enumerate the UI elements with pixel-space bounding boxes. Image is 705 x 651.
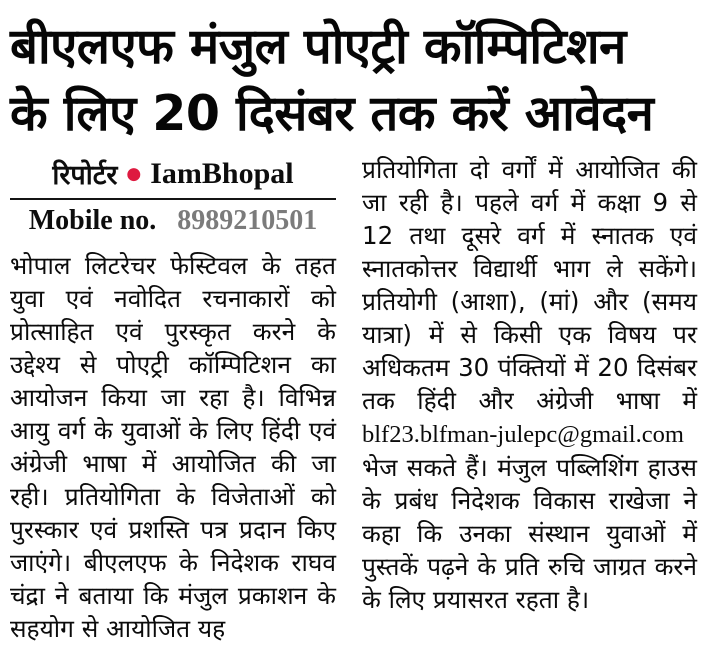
byline-divider (10, 198, 336, 200)
left-column (10, 153, 336, 645)
mobile-label: Mobile no. (28, 205, 157, 237)
article-columns (10, 153, 697, 645)
email-address: blf23.blfman-julepc@gmail.com (362, 421, 684, 449)
article-paragraph-left: भोपाल लिटरेचर फेस्टिवल के तहत युवा एवं नवोदित रचनाकारों को प्रोत्साहित एवं पुरस्कृत करने के उद्देश्य से पोएट्री कॉम्पिटिशन का आयोजन किया जा रहा है। विभिन्न आयु वर्ग के युवाओं के लिए हिंदी एवं अंग्रेजी भाषा में आयोजित की जा रही। प्रतियोगिता के विजेताओं को पुरस्कार एवं प्रशस्ति पत्र प्रदान किए जाएंगे। बीएलएफ के निदेशक राघव चंद्रा ने बताया कि मंजुल प्रकाशन के सहयोग से आयोजित यह (10, 251, 336, 644)
headline (10, 14, 697, 147)
right-column (362, 153, 697, 645)
byline (10, 153, 336, 195)
headline-line-1: बीएलएफ मंजुल पोएट्री कॉम्पिटिशन (10, 18, 626, 75)
byline-source: IamBhopal (150, 156, 294, 190)
red-bullet-icon: ● (126, 164, 142, 185)
right-text-after-email: भेज सकते हैं। मंजुल पब्लिशिंग हाउस के प्रबंध निदेशक विकास राखेजा ने कहा कि उनका संस्थान युवाओं में पुस्तकें पढ़ने के प्रति रुचि जाग्रत करने के लिए प्रयासरत रहता है। (362, 453, 697, 615)
headline-line-2: के लिए 20 दिसंबर तक करें आवेदन (10, 84, 654, 142)
mobile-line (10, 205, 336, 237)
article-paragraph-right (362, 153, 697, 616)
mobile-number: 8989210501 (177, 205, 318, 237)
byline-reporter-label: रिपोर्टर (52, 160, 118, 192)
right-text-before-email: प्रतियोगिता दो वर्गों में आयोजित की जा रही है। पहले वर्ग में कक्षा 9 से 12 तथा दूसरे वर्ग में स्नातक एवं स्नातकोत्तर विद्यार्थी भाग ले सकेंगे। प्रतियोगी (आशा), (मां) और (समय यात्रा) में से किसी एक विषय पर अधिकतम 30 पंक्तियों में 20 दिसंबर तक हिंदी और अंग्रेजी भाषा में (362, 155, 697, 416)
